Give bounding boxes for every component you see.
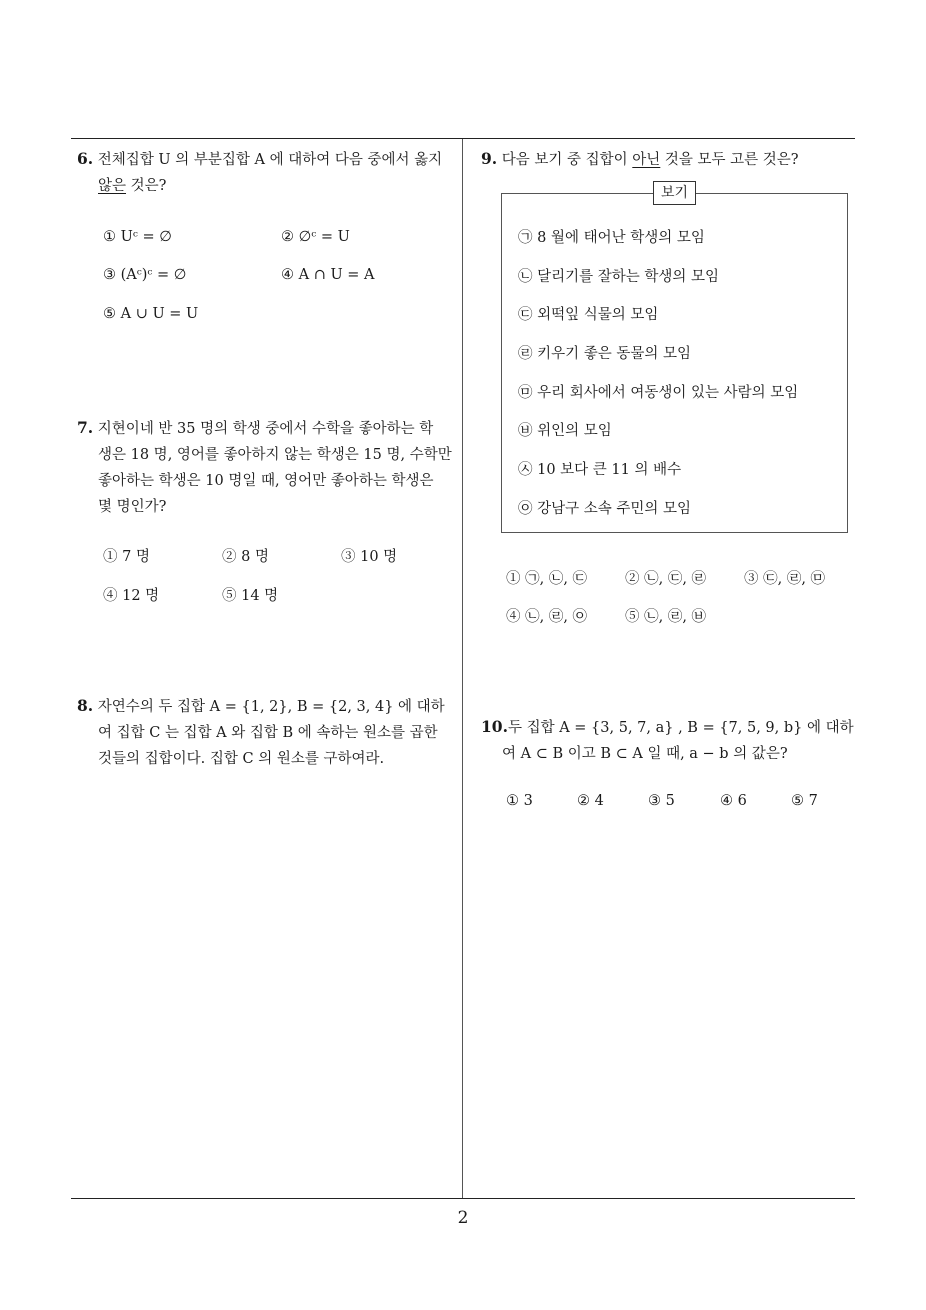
option-2[interactable]: ② 4 (577, 793, 604, 809)
bottom-rule (71, 1198, 855, 1199)
option-5[interactable]: ⑤ 14 명 (222, 588, 279, 604)
option-4[interactable]: ④ 6 (720, 793, 747, 809)
question-8 (77, 693, 445, 772)
example-item: ㉠ 8 월에 태어난 학생의 모임 (518, 230, 705, 246)
question-number: 9. (481, 149, 498, 168)
column-divider (462, 139, 463, 1199)
question-text: 자연수의 두 집합 A = {1, 2}, B = {2, 3, 4} 에 대하 (97, 699, 445, 715)
question-text: 좋아하는 학생은 10 명일 때, 영어만 좋아하는 학생은 (98, 473, 434, 489)
option-4[interactable]: ④ A ∩ U = A (281, 267, 375, 283)
option-4[interactable]: ④ ㉡, ㉣, ㉧ (506, 609, 588, 625)
option-2[interactable]: ② ㉡, ㉢, ㉣ (625, 571, 707, 587)
question-text: 전체집합 U 의 부분집합 A 에 대하여 다음 중에서 옳지 (97, 152, 443, 168)
question-number: 8. (77, 696, 94, 715)
option-4[interactable]: ④ 12 명 (103, 588, 160, 604)
option-3[interactable]: ③ 5 (648, 793, 675, 809)
option-2[interactable]: ② ∅ᶜ = U (281, 229, 350, 245)
option-2[interactable]: ② 8 명 (222, 549, 269, 565)
option-5[interactable]: ⑤ ㉡, ㉣, ㉥ (625, 609, 707, 625)
question-9 (481, 146, 799, 173)
example-item: ㉡ 달리기를 잘하는 학생의 모임 (518, 269, 720, 285)
option-3[interactable]: ③ ㉢, ㉣, ㉤ (744, 571, 826, 587)
question-text: 지현이네 반 35 명의 학생 중에서 수학을 좋아하는 학 (97, 421, 434, 437)
option-3[interactable]: ③ (Aᶜ)ᶜ = ∅ (103, 267, 187, 283)
question-text: 다음 보기 중 집합이 (501, 152, 633, 168)
question-number: 6. (77, 149, 94, 168)
top-rule (71, 138, 855, 139)
example-item: ㉤ 우리 회사에서 여동생이 있는 사람의 모임 (518, 385, 799, 401)
example-item: ㉣ 키우기 좋은 동물의 모임 (518, 346, 692, 362)
question-number: 10. (481, 717, 508, 736)
example-box-title: 보기 (653, 181, 696, 205)
question-number: 7. (77, 418, 94, 437)
option-5[interactable]: ⑤ 7 (791, 793, 818, 809)
option-1[interactable]: ① ㉠, ㉡, ㉢ (506, 571, 588, 587)
example-item: ㉦ 10 보다 큰 11 의 배수 (518, 462, 682, 478)
question-text: 두 집합 A = {3, 5, 7, a} , B = {7, 5, 9, b} 에 대하 (507, 720, 854, 736)
question-7 (77, 415, 452, 520)
option-1[interactable]: ① Uᶜ = ∅ (103, 229, 172, 245)
option-1[interactable]: ① 7 명 (103, 549, 150, 565)
question-text: 여 집합 C 는 집합 A 와 집합 B 에 속하는 원소를 곱한 (98, 725, 438, 741)
underlined-emphasis: 않은 (98, 178, 127, 194)
example-item: ㉧ 강남구 소속 주민의 모임 (518, 501, 692, 517)
question-text: 여 A ⊂ B 이고 B ⊂ A 일 때, a − b 의 값은? (502, 746, 788, 762)
example-item: ㉢ 외떡잎 식물의 모임 (518, 307, 659, 323)
option-3[interactable]: ③ 10 명 (341, 549, 398, 565)
question-text: 생은 18 명, 영어를 좋아하지 않는 학생은 15 명, 수학만 (98, 447, 452, 463)
question-text: 몇 명인가? (98, 499, 167, 515)
option-1[interactable]: ① 3 (506, 793, 533, 809)
question-6 (77, 146, 442, 199)
question-text: 것을 모두 고른 것은? (660, 152, 799, 168)
question-text: 것은? (126, 178, 167, 194)
example-item: ㉥ 위인의 모임 (518, 423, 612, 439)
question-text: 것들의 집합이다. 집합 C 의 원소를 구하여라. (98, 751, 385, 767)
option-5[interactable]: ⑤ A ∪ U = U (103, 306, 199, 322)
page-number: 2 (457, 1208, 469, 1228)
underlined-emphasis: 아닌 (632, 152, 661, 168)
question-10 (481, 714, 854, 767)
